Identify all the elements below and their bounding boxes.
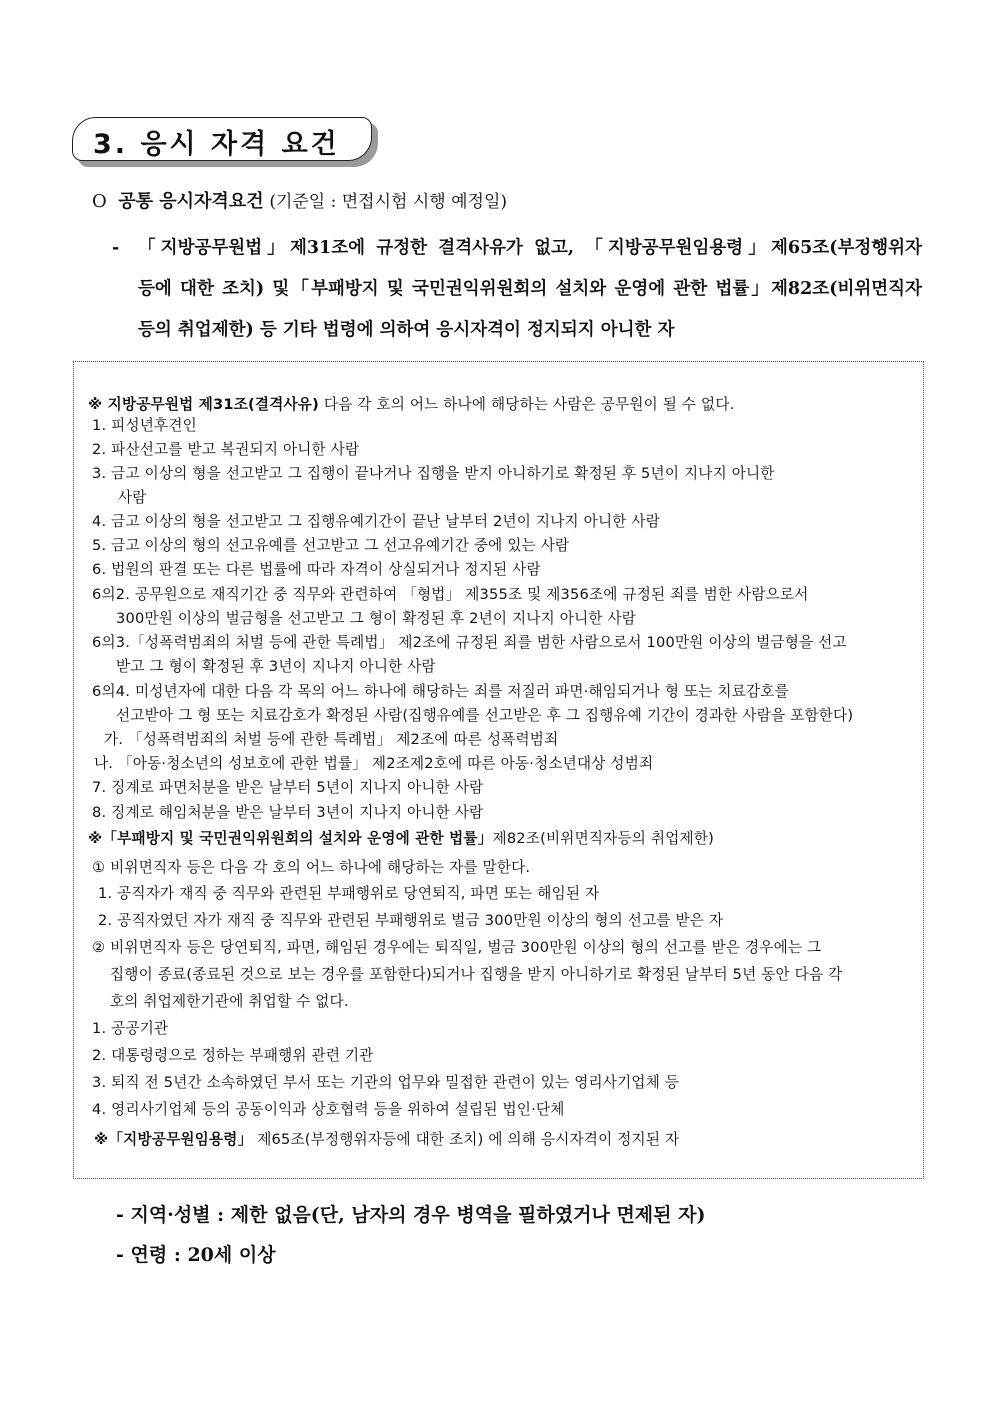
title-frame [72,117,372,161]
circle-bullet: O [92,191,107,212]
list-item: 사람 [118,489,147,506]
law31-desc: 다음 각 호의 어느 하나에 해당하는 사람은 공무원이 될 수 없다. [318,396,735,413]
list-item: 2. 공직자였던 자가 재직 중 직무와 관련된 부패행위로 벌금 300만원 이상의 형의 선고를 받은 자 [98,912,724,929]
law65-desc: 제65조(부정행위자등에 대한 조치) 에 의해 응시자격이 정지된 자 [252,1131,680,1148]
list-item: 3. 금고 이상의 형을 선고받고 그 집행이 끝나거나 집행을 받지 아니하기로 확정된 후 5년이 지나지 아니한 [92,465,775,482]
list-item: 가. 「성폭력범죄의 처벌 등에 관한 특례법」 제2조에 따른 성폭력범죄 [104,731,559,748]
section-title: 3. 응시 자격 요건 [93,129,340,160]
list-item: 6의4. 미성년자에 대한 다음 각 목의 어느 하나에 해당하는 죄를 저질러 파면·해임되거나 형 또는 치료감호를 [92,683,789,700]
law65-heading [94,1128,679,1149]
law82-title: ※「부패방지 및 국민권익위원회의 설치와 운영에 관한 법률」 [88,830,493,847]
law82-heading [88,827,714,848]
list-item: 받고 그 형이 확정된 후 3년이 지나지 아니한 사람 [116,658,436,675]
requirement-line: 등의 취업제한) 등 기타 법령에 의하여 응시자격이 정지되지 아니한 자 [138,320,675,340]
list-item: 1. 공직자가 재직 중 직무와 관련된 부패행위로 당연퇴직, 파면 또는 해임된 자 [98,885,600,902]
law65-title: ※「지방공무원임용령」 [94,1131,253,1148]
list-item: ① 비위면직자 등은 다음 각 호의 어느 하나에 해당하는 자를 말한다. [92,859,531,876]
list-item: 4. 금고 이상의 형을 선고받고 그 집행유예기간이 끝난 날부터 2년이 지나지 아니한 사람 [92,513,660,530]
list-item: 1. 피성년후견인 [92,417,197,434]
list-item: 나. 「아동·청소년의 성보호에 관한 법률」 제2조제2호에 따른 아동·청소년대상 성범죄 [94,755,654,772]
list-item: 6. 법원의 판결 또는 다른 법률에 따라 자격이 상실되거나 정지된 사람 [92,561,541,578]
list-item: 2. 파산선고를 받고 복권되지 아니한 사람 [92,441,360,458]
list-item: 집행이 종료(종료된 것으로 보는 경우를 포함한다)되거나 집행을 받지 아니하기로 확정된 날부터 5년 동안 다음 각 [110,966,843,983]
list-item: 6의2. 공무원으로 재직기간 중 직무와 관련하여 「형법」 제355조 및 제356조에 규정된 죄를 범한 사람으로서 [92,586,809,603]
list-item: 3. 퇴직 전 5년간 소속하였던 부서 또는 기관의 업무와 밀접한 관련이 있는 영리사기업체 등 [92,1074,680,1091]
list-item: 1. 공공기관 [92,1020,169,1037]
base-date: (기준일 : 면접시험 시행 예정일) [269,192,507,212]
region-gender-requirement: - 지역·성별 : 제한 없음(단, 남자의 경우 병역을 필하였거나 면제된 자) [116,1204,706,1226]
list-item: 300만원 이상의 벌금형을 선고받고 그 형이 확정된 후 2년이 지나지 아니한 사람 [116,610,637,627]
list-item: 선고받아 그 형 또는 치료감호가 확정된 사람(집행유예를 선고받은 후 그 집행유예 기간이 경과한 사람을 포함한다) [116,707,854,724]
common-requirement-heading [92,187,507,213]
list-item: 호의 취업제한기관에 취업할 수 없다. [110,993,349,1010]
law82-desc: 제82조(비위면직자등의 취업제한) [492,830,714,847]
list-item: 5. 금고 이상의 형의 선고유예를 선고받고 그 선고유예기간 중에 있는 사람 [92,537,570,554]
law31-heading [88,393,735,414]
list-item: 6의3.「성폭력범죄의 처벌 등에 관한 특례법」 제2조에 규정된 죄를 범한 사람으로서 100만원 이상의 벌금형을 선고 [92,634,847,651]
list-item: 4. 영리사기업체 등의 공동이익과 상호협력 등을 위하여 설립된 법인·단체 [92,1101,565,1118]
common-requirement-body [112,228,924,351]
list-item: ② 비위면직자 등은 당연퇴직, 파면, 해임된 경우에는 퇴직일, 벌금 300만원 이상의 형의 선고를 받은 경우에는 그 [92,939,822,956]
section-title-badge [72,117,382,169]
law31-title: ※ 지방공무원법 제31조(결격사유) [88,396,319,413]
requirement-line: 「지방공무원법」제31조에 규정한 결격사유가 없고, 「지방공무원임용령」제65조(부정행위자 [138,238,922,258]
list-item: 8. 징계로 해임처분을 받은 날부터 3년이 지나지 아니한 사람 [92,804,484,821]
age-requirement: - 연령 : 20세 이상 [116,1244,276,1266]
common-heading-text: 공통 응시자격요건 [118,191,264,212]
list-item: 7. 징계로 파면처분을 받은 날부터 5년이 지나지 아니한 사람 [92,779,484,796]
list-item: 2. 대통령령으로 정하는 부패행위 관련 기관 [92,1047,374,1064]
dash-marker: - [112,238,120,258]
requirement-line: 등에 대한 조치) 및「부패방지 및 국민권익위원회의 설치와 운영에 관한 법률」제82조(비위면직자 [138,279,922,299]
